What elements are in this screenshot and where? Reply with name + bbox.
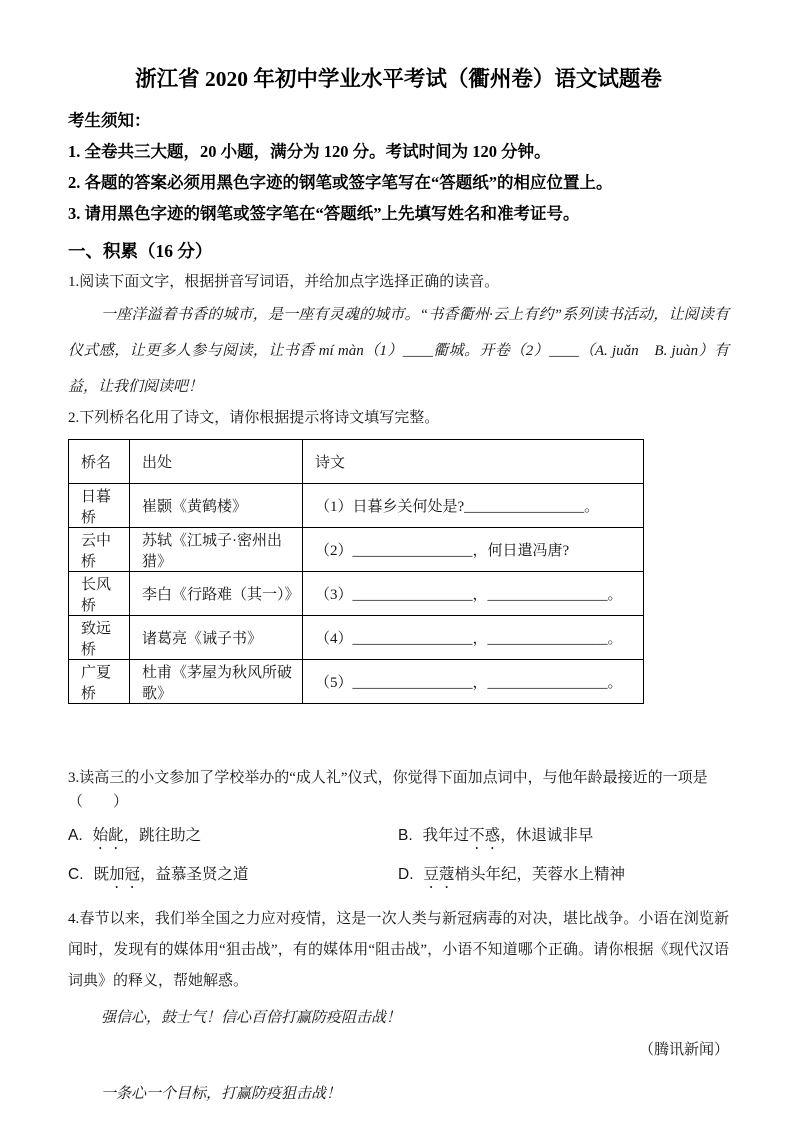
q3-options-row-2	[68, 863, 729, 892]
table-cell-bridge-name: 致远桥	[69, 616, 130, 660]
table-cell-source: 诸葛亮《诫子书》	[130, 616, 303, 660]
q1-passage: 一座洋溢着书香的城市，是一座有灵魂的城市。“书香衢州·云上有约”系列读书活动，让阅读有仪式感，让更多人参与阅读，让书香 mí màn（1）____衢城。开卷（2）____（A. juǎn B. juàn）有益，让我们阅读吧！	[68, 307, 729, 395]
table-cell-source: 崔颢《黄鹤楼》	[130, 484, 303, 528]
news-source: （腾讯新闻）	[638, 1042, 729, 1058]
table-cell-poem-blank: （4）________________，________________。	[303, 616, 644, 660]
q1-stem: 1.阅读下面文字，根据拼音写词语，并给加点字选择正确的读音。	[68, 274, 500, 290]
table-cell-bridge-name: 云中桥	[69, 528, 130, 572]
table-header-source: 出处	[130, 440, 303, 484]
q3-options-row-1	[68, 824, 729, 853]
q3-stem: 3.读高三的小文参加了学校举办的“成人礼”仪式，你觉得下面加点词中，与他年龄最接近的一项是（ ）	[68, 770, 708, 810]
notice-section	[68, 105, 729, 229]
option-a	[68, 824, 398, 853]
table-cell-bridge-name: 广夏桥	[69, 660, 130, 704]
option-a-label: A.	[68, 827, 83, 844]
bridge-poem-table	[68, 439, 644, 704]
table-row	[69, 528, 644, 572]
section-heading-accumulation: 一、积累（16 分）	[68, 241, 213, 261]
table-header-bridge-name: 桥名	[69, 440, 130, 484]
option-d-label: D.	[398, 866, 414, 883]
table-cell-source: 杜甫《茅屋为秋风所破歌》	[130, 660, 303, 704]
page-title: 浙江省 2020 年初中学业水平考试（衢州卷）语文试题卷	[135, 67, 662, 91]
option-b-label: B.	[398, 827, 413, 844]
news-quote-2: 一条心一个目标，打赢防疫狙击战！	[101, 1086, 342, 1102]
table-cell-poem-blank: （1）日暮乡关何处是?________________。	[303, 484, 644, 528]
option-c-dotted-word: 加冠	[109, 866, 141, 883]
table-cell-poem-blank: （2）________________，何日遣冯唐?	[303, 528, 644, 572]
q2-stem: 2.下列桥名化用了诗文，请你根据提示将诗文填写完整。	[68, 410, 440, 426]
option-b-text: 我年过	[422, 827, 470, 844]
option-c-text: 既	[93, 866, 110, 883]
option-c	[68, 863, 398, 892]
option-a-dotted-word: 始龀	[92, 827, 124, 844]
news-quote-1: 强信心，鼓士气！信心百倍打赢防疫阻击战！	[101, 1010, 402, 1026]
notice-item-2: 2. 各题的答案必须用黑色字迹的钢笔或签字笔写在“答题纸”的相应位置上。	[68, 173, 613, 192]
option-c-text: ，益慕圣贤之道	[140, 866, 249, 883]
table-header-row	[69, 440, 644, 484]
table-row	[69, 572, 644, 616]
table-row	[69, 484, 644, 528]
notice-item-1: 1. 全卷共三大题，20 小题，满分为 120 分。考试时间为 120 分钟。	[68, 142, 551, 161]
q4-stem: 4.春节以来，我们举全国之力应对疫情，这是一次人类与新冠病毒的对决，堪比战争。小语在浏览新闻时，发现有的媒体用“狙击战”，有的媒体用“阻击战”，小语不知道哪个正确。请你根据《现代汉语词典》的释义，帮她解惑。	[68, 911, 729, 989]
option-d-dotted-word: 豆蔻	[423, 866, 455, 883]
table-cell-poem-blank: （5）________________，________________。	[303, 660, 644, 704]
option-b-dotted-word: 不惑	[469, 827, 501, 844]
table-cell-source: 李白《行路难（其一）》	[130, 572, 303, 616]
table-cell-poem-blank: （3）________________，________________。	[303, 572, 644, 616]
option-d	[398, 863, 729, 892]
option-a-text: ，跳往助之	[123, 827, 202, 844]
notice-heading: 考生须知：	[68, 111, 151, 130]
table-cell-bridge-name: 日暮桥	[69, 484, 130, 528]
table-cell-bridge-name: 长风桥	[69, 572, 130, 616]
table-row	[69, 616, 644, 660]
option-c-label: C.	[68, 866, 84, 883]
notice-item-3: 3. 请用黑色字迹的钢笔或签字笔在“答题纸”上先填写姓名和准考证号。	[68, 204, 580, 223]
table-cell-source: 苏轼《江城子·密州出猎》	[130, 528, 303, 572]
option-b	[398, 824, 729, 853]
option-d-text: 梢头年纪，芙蓉水上精神	[454, 866, 626, 883]
table-row	[69, 660, 644, 704]
option-b-text: ，休退诚非早	[500, 827, 594, 844]
table-header-poem: 诗文	[303, 440, 644, 484]
